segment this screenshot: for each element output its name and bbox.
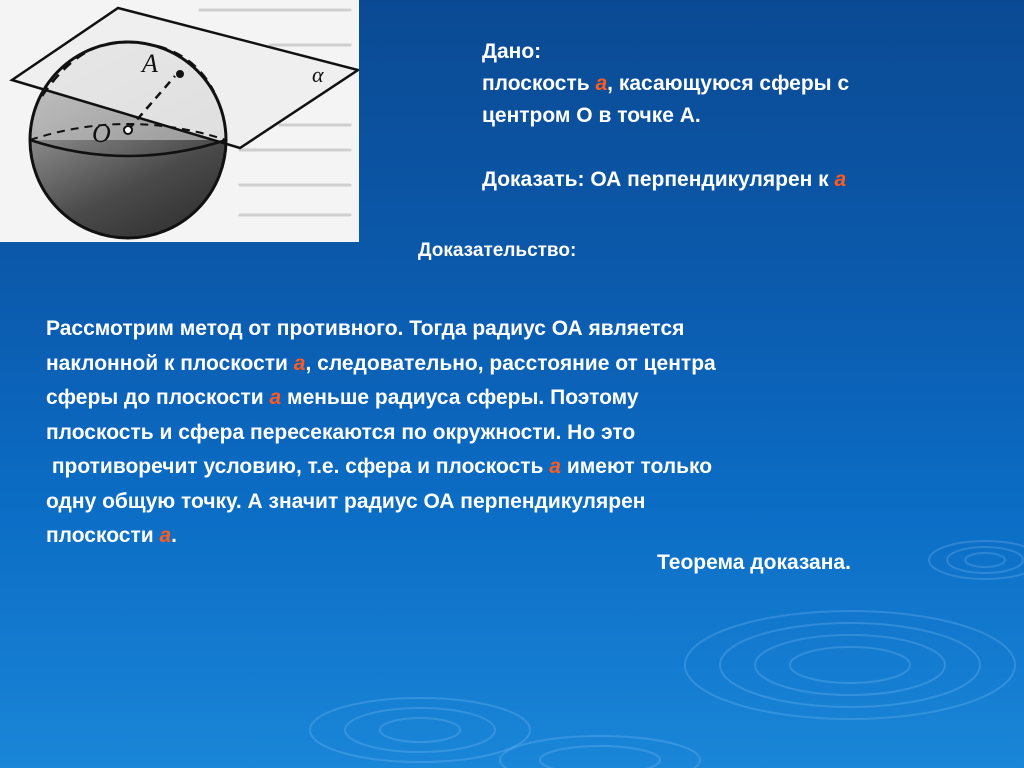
- given-text: плоскость: [482, 72, 596, 95]
- point-a-label: A: [142, 49, 158, 78]
- point-o-label: O: [92, 119, 111, 148]
- prove-statement: [482, 164, 1012, 196]
- proof-line-6: одну общую точку. А значит радиус ОА перпендикулярен: [46, 489, 646, 513]
- given-text: , касающуюся сферы с: [607, 72, 850, 95]
- given-section: [482, 36, 1012, 196]
- prove-text: Доказать: ОА перпендикулярен к: [482, 168, 835, 191]
- plane-variable: a: [269, 386, 282, 409]
- theorem-proven-conclusion: Теорема доказана.: [657, 551, 851, 574]
- proof-text: , следовательно, расстояние от центра: [305, 351, 716, 375]
- proof-line-7: [46, 519, 996, 554]
- plane-variable: a: [834, 168, 847, 191]
- proof-heading: Доказательство:: [418, 240, 577, 261]
- plane-variable: a: [595, 72, 608, 95]
- plane-variable: a: [159, 524, 172, 547]
- proof-text: противоречит условию, т.е. сфера и плоскость: [46, 455, 550, 478]
- proof-body: [46, 312, 996, 554]
- proof-line-3: [46, 381, 996, 416]
- plane-alpha-label: α: [312, 62, 324, 87]
- proof-text: .: [171, 524, 178, 547]
- proof-text: сферы до плоскости: [46, 386, 270, 409]
- plane-variable: a: [293, 351, 306, 375]
- proof-text: плоскости: [46, 524, 160, 547]
- proof-line-5: [46, 450, 996, 485]
- plane-variable: a: [549, 455, 561, 478]
- proof-line-1: Рассмотрим метод от противного. Тогда радиус ОА является: [46, 317, 685, 340]
- proof-text: наклонной к плоскости: [46, 351, 294, 375]
- proof-line-2: [46, 347, 996, 382]
- given-title: Дано:: [482, 40, 542, 63]
- given-line-2: центром О в точке А.: [482, 104, 701, 127]
- given-line-1: [482, 68, 1012, 100]
- sphere-tangent-plane-figure: [0, 0, 359, 242]
- proof-line-4: плоскость и сфера пересекаются по окружности. Но это: [46, 420, 636, 444]
- proof-text: имеют только: [560, 455, 713, 478]
- proof-text: меньше радиуса сферы. Поэтому: [281, 386, 639, 409]
